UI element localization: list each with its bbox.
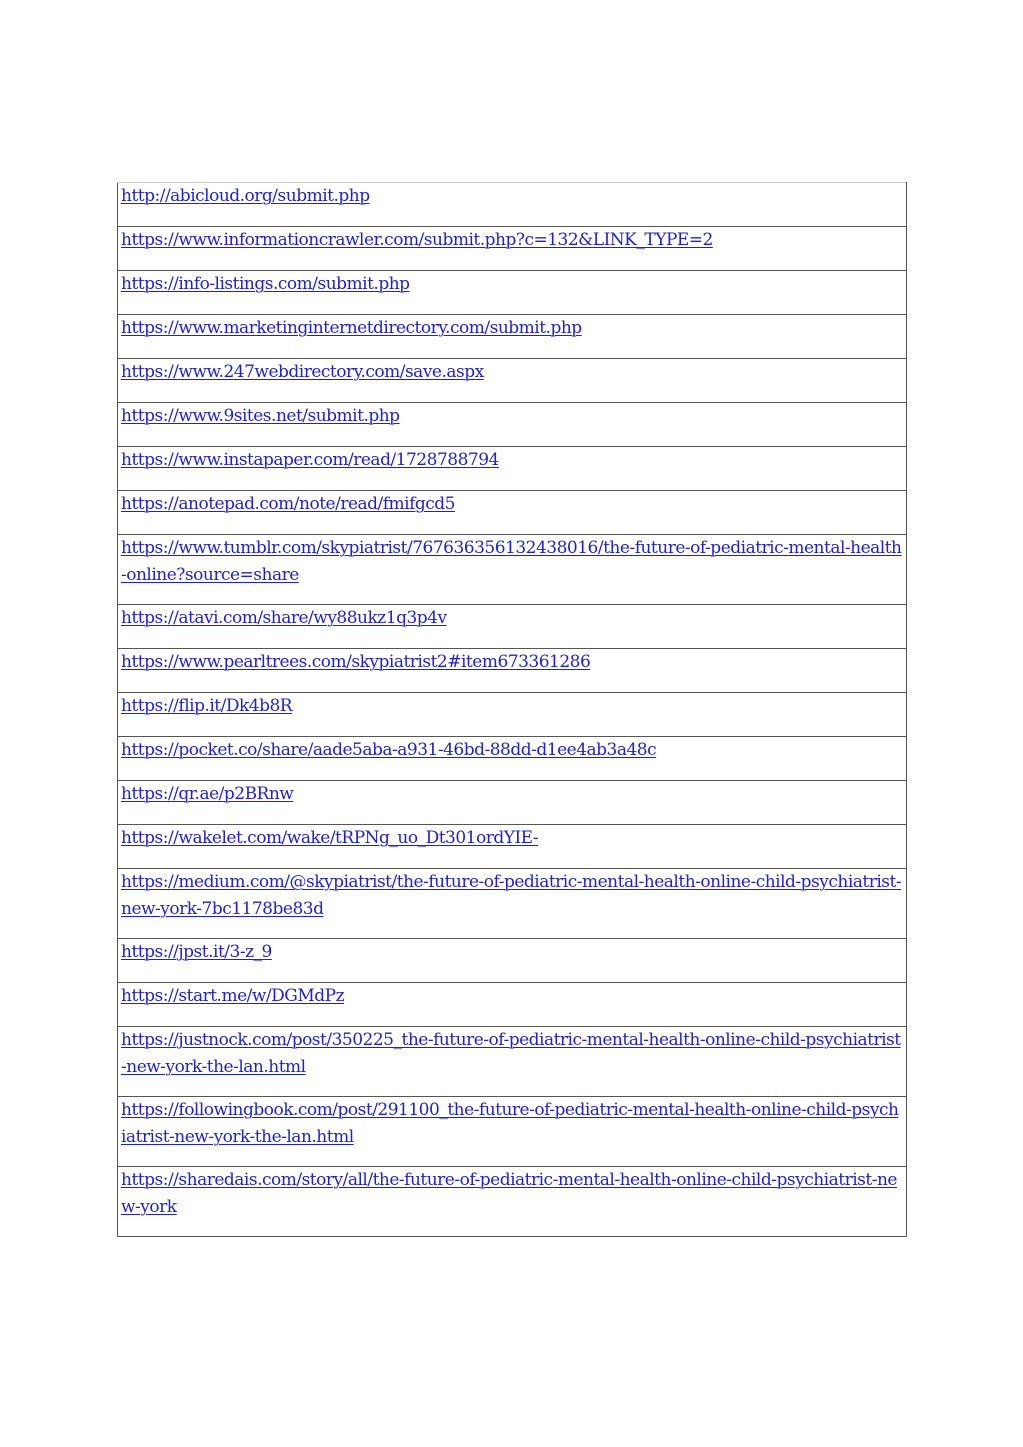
table-row — [118, 693, 907, 737]
table-row — [118, 983, 907, 1027]
url-link[interactable]: https://www.informationcrawler.com/submit.php?c=132&LINK_TYPE=2 — [121, 230, 713, 250]
table-cell — [118, 939, 907, 983]
table-cell — [118, 983, 907, 1027]
url-link[interactable]: https://www.instapaper.com/read/1728788794 — [121, 450, 499, 470]
table-row — [118, 939, 907, 983]
url-link[interactable]: https://www.9sites.net/submit.php — [121, 406, 400, 426]
table-cell — [118, 315, 907, 359]
table-cell — [118, 183, 907, 227]
url-link[interactable]: https://jpst.it/3-z_9 — [121, 942, 272, 962]
table-cell — [118, 1097, 907, 1167]
link-table — [117, 182, 907, 1237]
table-cell — [118, 271, 907, 315]
url-link[interactable]: https://followingbook.com/post/291100_the-future-of-pediatric-mental-health-online-child-psychiatrist-new-york-the-lan.html — [121, 1100, 899, 1147]
url-link[interactable]: https://qr.ae/p2BRnw — [121, 784, 294, 804]
table-row — [118, 403, 907, 447]
url-link[interactable]: https://www.tumblr.com/skypiatrist/767636356132438016/the-future-of-pediatric-mental-health-online?source=share — [121, 538, 902, 585]
url-link[interactable]: https://anotepad.com/note/read/fmifgcd5 — [121, 494, 455, 514]
url-link[interactable]: https://flip.it/Dk4b8R — [121, 696, 293, 716]
url-link[interactable]: https://www.pearltrees.com/skypiatrist2#item673361286 — [121, 652, 591, 672]
url-link[interactable]: https://wakelet.com/wake/tRPNg_uo_Dt301ordYIE- — [121, 828, 539, 848]
table-cell — [118, 825, 907, 869]
table-row — [118, 869, 907, 939]
table-row — [118, 1097, 907, 1167]
table-cell — [118, 869, 907, 939]
table-cell — [118, 1027, 907, 1097]
table-row — [118, 359, 907, 403]
table-cell — [118, 227, 907, 271]
table-row — [118, 271, 907, 315]
table-cell — [118, 359, 907, 403]
url-link[interactable]: https://start.me/w/DGMdPz — [121, 986, 345, 1006]
table-row — [118, 447, 907, 491]
table-row — [118, 737, 907, 781]
table-row — [118, 605, 907, 649]
url-link[interactable]: https://atavi.com/share/wy88ukz1q3p4v — [121, 608, 447, 628]
table-cell — [118, 535, 907, 605]
url-link[interactable]: http://abicloud.org/submit.php — [121, 186, 370, 206]
table-cell — [118, 491, 907, 535]
url-link[interactable]: https://justnock.com/post/350225_the-future-of-pediatric-mental-health-online-child-psychiatrist-new-york-the-lan.html — [121, 1030, 901, 1077]
table-row — [118, 227, 907, 271]
url-link[interactable]: https://medium.com/@skypiatrist/the-future-of-pediatric-mental-health-online-child-psychiatrist-new-york-7bc1178be83d — [121, 872, 902, 919]
url-link[interactable]: https://www.marketinginternetdirectory.com/submit.php — [121, 318, 582, 338]
table-cell — [118, 403, 907, 447]
link-table-body — [118, 183, 907, 1237]
table-row — [118, 825, 907, 869]
table-row — [118, 315, 907, 359]
table-row — [118, 1167, 907, 1237]
url-link[interactable]: https://sharedais.com/story/all/the-future-of-pediatric-mental-health-online-child-psychiatrist-new-york — [121, 1170, 897, 1217]
table-cell — [118, 737, 907, 781]
url-link[interactable]: https://www.247webdirectory.com/save.aspx — [121, 362, 484, 382]
table-cell — [118, 605, 907, 649]
url-link[interactable]: https://info-listings.com/submit.php — [121, 274, 410, 294]
table-row — [118, 649, 907, 693]
table-cell — [118, 1167, 907, 1237]
table-row — [118, 183, 907, 227]
table-cell — [118, 649, 907, 693]
table-row — [118, 1027, 907, 1097]
url-link[interactable]: https://pocket.co/share/aade5aba-a931-46bd-88dd-d1ee4ab3a48c — [121, 740, 657, 760]
table-row — [118, 535, 907, 605]
table-row — [118, 781, 907, 825]
table-row — [118, 491, 907, 535]
table-cell — [118, 693, 907, 737]
table-cell — [118, 781, 907, 825]
table-cell — [118, 447, 907, 491]
